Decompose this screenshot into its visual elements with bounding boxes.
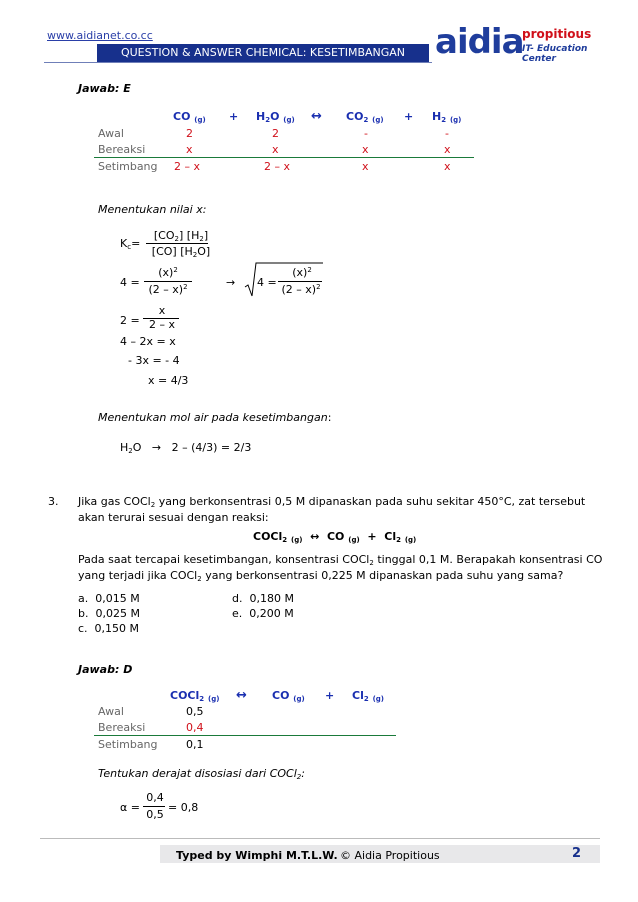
implies-arrow: →: [226, 276, 236, 289]
step2-lhs: 2 =: [120, 314, 140, 327]
row2-label-awal: Awal: [98, 705, 124, 718]
step2-numerator: x: [158, 304, 166, 317]
step1-fraction-bar: [144, 281, 192, 282]
eq1-r1-state: (g): [194, 116, 206, 124]
cell: 0,4: [186, 721, 204, 734]
row2-label-bereaksi: Bereaksi: [98, 721, 146, 734]
cell: -: [364, 127, 368, 140]
sqrt-lhs: 4 =: [257, 276, 277, 289]
eq2-product-cl2: $Cl_2$ $_{(g)}$: [352, 689, 384, 703]
alpha-result: = 0,8: [168, 801, 199, 814]
footer-typed-by: Typed by Wimphi M.T.L.W.: [176, 849, 338, 862]
alpha-numerator: 0,4: [146, 791, 164, 804]
alpha-lhs: α =: [120, 801, 140, 814]
cell: 0,1: [186, 738, 204, 751]
question-line-4: yang terjadi jika COCl$_2$ yang berkonsentrasi 0,225 M dipanaskan pada suhu yang sama?: [78, 569, 564, 583]
q3-equation: COCl$_2$ $_{(g)}$ ↔ CO $_{(g)} + Cl_2$ $_{(g)}$: [253, 530, 417, 544]
header-title-bar: [97, 44, 429, 62]
cell: x: [444, 160, 451, 173]
eq1-plus-1: +: [229, 110, 239, 123]
step1-lhs: 4 =: [120, 276, 140, 289]
cell: 2 – x: [174, 160, 201, 173]
answer-heading-2: Jawab: D: [78, 663, 133, 676]
kc-fraction-bar: [146, 243, 208, 244]
alpha-denominator: 0,5: [146, 808, 164, 821]
cell: x: [186, 143, 193, 156]
cell: x: [444, 143, 451, 156]
question-line-1: Jika gas COCl$_2$ yang berkonsentrasi 0,5 M dipanaskan pada suhu sekitar 450°C, zat tersebut: [78, 495, 586, 509]
step3: 4 – 2x = x: [120, 335, 176, 348]
site-url[interactable]: www.aidianet.co.cc: [47, 29, 153, 42]
page-number: 2: [572, 846, 582, 861]
logo-bottom: IT- Education Center: [522, 44, 588, 64]
eq1-r1: CO: [173, 110, 191, 123]
cell: 2 – x: [264, 160, 291, 173]
footer-divider: [40, 838, 600, 839]
kc-symbol: $K_c=$: [120, 237, 141, 251]
eq1-arrow: ↔: [311, 109, 322, 124]
sqrt-denominator: (2 – x)$^2$: [281, 283, 321, 296]
find-water-text: Menentukan mol air pada kesetimbangan:: [98, 411, 332, 424]
kc-numerator: $[CO_2]$ $[H_2]$: [153, 229, 209, 243]
table1-rule: [94, 157, 474, 158]
answer-heading-1: Jawab: E: [78, 82, 131, 95]
logo-top: propitious: [522, 27, 592, 41]
step1-denominator: (2 – x)$^2$: [148, 283, 188, 296]
find-x-text: Menentukan nilai x:: [98, 203, 207, 216]
logo-main: aidia: [435, 22, 524, 62]
step5: x = 4/3: [148, 374, 189, 387]
water-line: $H_2O$ → 2 – (4/3) = 2/3: [120, 441, 252, 455]
option-e[interactable]: e. 0,200 M: [232, 607, 294, 620]
footer-copyright: © Aidia Propitious: [340, 849, 440, 862]
eq2-plus: +: [325, 689, 335, 702]
sqrt-numerator: $(x)^2$: [292, 266, 312, 279]
step4: - 3x = - 4: [128, 354, 180, 367]
option-c[interactable]: c. 0,150 M: [78, 622, 140, 635]
eq2-product-co: CO $_{(g)}$: [272, 689, 305, 703]
alpha-fraction-bar: [143, 806, 165, 807]
row-label-setimbang: Setimbang: [98, 160, 158, 173]
cell: 2: [186, 127, 193, 140]
option-b[interactable]: b. 0,025 M: [78, 607, 140, 620]
option-a[interactable]: a. 0,015 M: [78, 592, 140, 605]
eq2-reactant: COCl$_2$ $_{(g)}$: [170, 689, 220, 703]
question-number: 3.: [48, 495, 59, 508]
cell: x: [362, 143, 369, 156]
eq1-product-h2: $H_2$ $_{(g)}$: [432, 110, 462, 124]
eq1-product-co2: $CO_2$ $_{(g)}$: [346, 110, 384, 124]
step2-denominator: 2 – x: [148, 318, 175, 331]
find-alpha-text: Tentukan derajat disosiasi dari COCl$_2$:: [98, 767, 305, 781]
cell: -: [445, 127, 449, 140]
header-divider: [44, 62, 432, 63]
kc-denominator: [CO] $[H_2O]$: [151, 245, 211, 259]
question-line-3: Pada saat tercapai kesetimbangan, konsentrasi COCl$_2$ tinggal 0,1 M. Berapakah konsentrasi CO: [78, 553, 603, 567]
eq2-arrow: ↔: [236, 688, 247, 703]
eq1-reactant-h2o: $H_2O$ $_{(g)}$: [256, 110, 295, 124]
aidia-logo: [435, 24, 605, 64]
table2-rule: [94, 735, 396, 736]
cell: x: [272, 143, 279, 156]
step1-numerator: $(x)^2$: [158, 266, 178, 279]
header-title: QUESTION & ANSWER CHEMICAL: KESETIMBANGAN: [120, 46, 406, 59]
eq1-plus-2: +: [404, 110, 414, 123]
cell: x: [362, 160, 369, 173]
row2-label-setimbang: Setimbang: [98, 738, 158, 751]
eq1-reactant-co: [173, 110, 206, 124]
question-line-2: akan terurai sesuai dengan reaksi:: [78, 511, 269, 524]
row-label-bereaksi: Bereaksi: [98, 143, 146, 156]
row-label-awal: Awal: [98, 127, 124, 140]
cell: 0,5: [186, 705, 204, 718]
cell: 2: [272, 127, 279, 140]
option-d[interactable]: d. 0,180 M: [232, 592, 294, 605]
sqrt-fraction-bar: [278, 281, 322, 282]
